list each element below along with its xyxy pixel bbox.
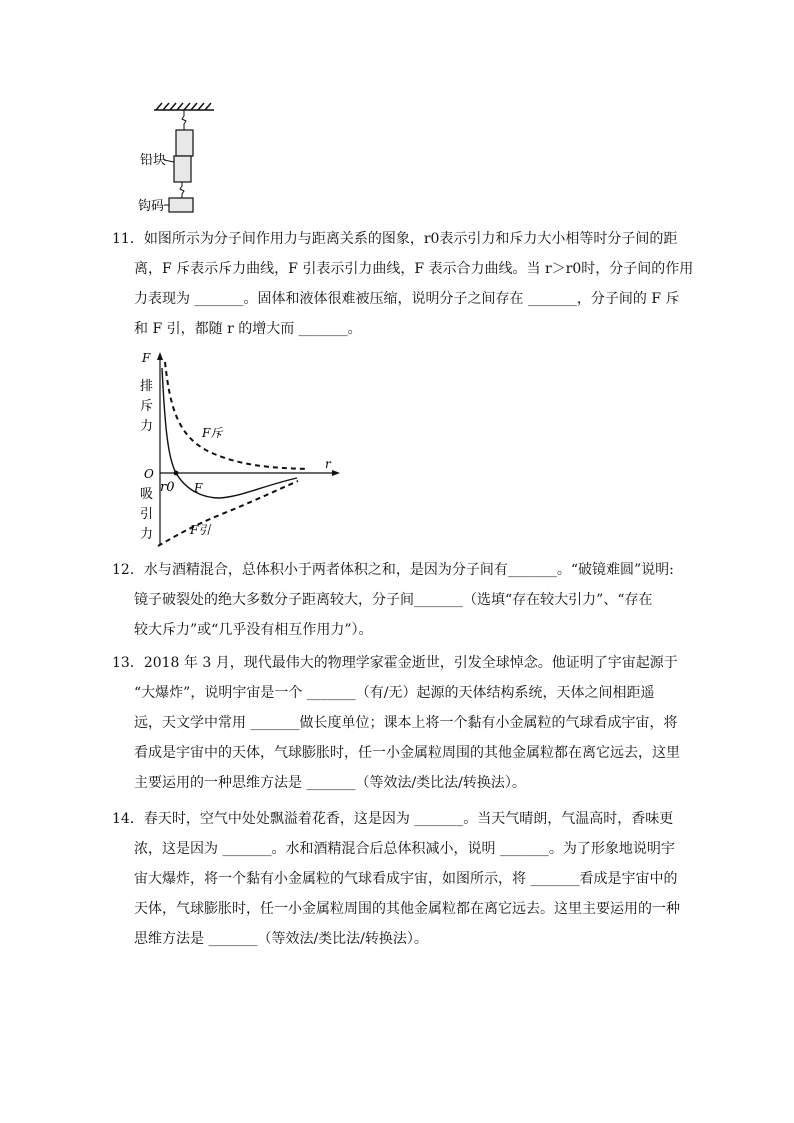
lead-block-figure <box>136 100 226 216</box>
q13-line-5: 主要运用的一种思维方法是 _______（等效法/类比法/转换法）。 <box>134 775 526 791</box>
weight-label: 钩码 <box>138 199 165 214</box>
q11-line-4: 和 F 引，都随 r 的增大而 _______。 <box>134 321 362 337</box>
repulsive-label-1: 排 <box>140 379 154 394</box>
attractive-label-2: 引 <box>140 507 154 522</box>
lead-label: 铅块 <box>140 153 167 168</box>
repulsive-curve <box>165 362 308 469</box>
x-axis-arrow <box>332 470 340 476</box>
q14-line-5: 思维方法是 _______（等效法/类比法/转换法）。 <box>134 931 428 947</box>
question-11 <box>112 224 694 344</box>
q13-line-4: 看成是宇宙中的天体，气球膨胀时，任一小金属粒周围的其他金属粒都在离它远去，这里 <box>134 745 680 761</box>
q12-line-2: 镜子破裂处的绝大多数分子距离较大，分子间_______（选填“存在较大引力”、“存在 <box>134 592 653 608</box>
origin-label: O <box>144 467 154 481</box>
q12-line-1: 12．水与酒精混合，总体积小于两者体积之和，是因为分子间有_______。“破镜难圆”说明: <box>112 562 674 578</box>
q13-line-3: 远，天文学中常用 _______做长度单位；课本上将一个黏有小金属粒的气球看成宇宙，将 <box>134 715 678 731</box>
r0-label: r0 <box>160 480 175 495</box>
y-axis-label: F <box>142 351 151 365</box>
weight-block <box>169 198 193 212</box>
question-14 <box>112 804 684 954</box>
question-13 <box>112 648 684 798</box>
attractive-curve-label: F引 <box>190 523 211 537</box>
total-curve-label: F <box>194 481 203 495</box>
hook-top <box>182 110 186 130</box>
y-axis-arrow <box>157 352 163 360</box>
q13-line-1: 13．2018 年 3 月，现代最伟大的物理学家霍金逝世，引发全球悼念。他证明了宇宙起源于 <box>112 655 678 671</box>
q11-line-2: 离，F 斥表示斥力曲线，F 引表示引力曲线，F 表示合力曲线。当 r＞r0时，分子间的作用 <box>134 261 694 277</box>
x-axis-label: r <box>325 457 331 471</box>
attractive-label-1: 吸 <box>140 487 154 502</box>
ceiling <box>154 103 214 110</box>
hook-bottom <box>180 182 184 198</box>
attractive-label-3: 力 <box>140 527 154 542</box>
repulsive-label-2: 斥 <box>140 399 154 414</box>
q11-line-3: 力表现为 _______。固体和液体很难被压缩，说明分子之间存在 _______，分子间的 F 斥 <box>134 291 680 307</box>
total-force-curve <box>162 368 297 498</box>
q11-line-1: 11．如图所示为分子间作用力与距离关系的图象，r0表示引力和斥力大小相等时分子间的距 <box>112 231 678 247</box>
q14-line-2: 浓，这是因为 _______。水和酒精混合后总体积减小，说明 _______。为了形象地说明宇 <box>134 841 675 857</box>
q12-line-3: 较大斥力”或“几乎没有相互作用力”）。 <box>134 622 373 638</box>
q14-line-4: 天体，气球膨胀时，任一小金属粒周围的其他金属粒都在离它远去。这里主要运用的一种 <box>134 901 680 917</box>
question-12 <box>112 555 684 645</box>
q14-line-3: 宙大爆炸，将一个黏有小金属粒的气球看成宇宙，如图所示，将 _______看成是宇宙中的 <box>134 871 678 887</box>
attractive-curve <box>158 481 298 546</box>
force-distance-graph <box>132 348 344 550</box>
repulsive-curve-label: F斥 <box>202 426 223 440</box>
repulsive-label-3: 力 <box>140 419 154 434</box>
lead-block-upper <box>176 130 193 156</box>
q14-line-1: 14．春天时，空气中处处飘溢着花香，这是因为 _______。当天气晴朗，气温高时，香味更 <box>112 811 674 827</box>
lead-block-lower <box>174 156 191 182</box>
q13-line-2: “大爆炸”，说明宇宙是一个 _______（有/无）起源的天体结构系统，天体之间相距遥 <box>134 685 655 701</box>
r0-point <box>174 471 179 476</box>
